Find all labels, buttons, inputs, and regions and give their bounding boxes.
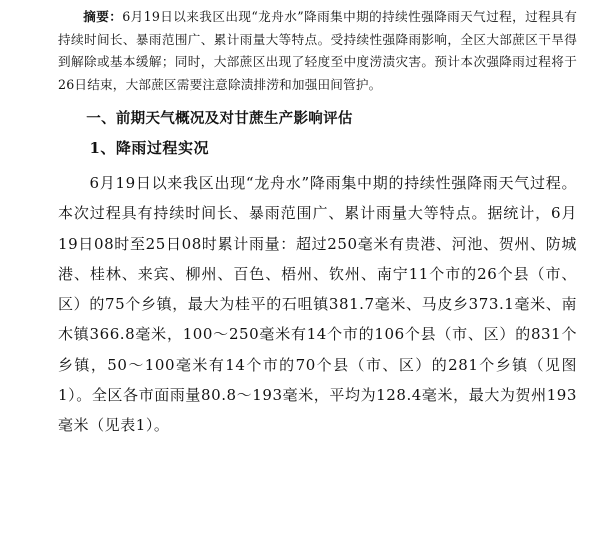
abstract-paragraph [58, 6, 577, 96]
body-paragraph: 6月19日以来我区出现“龙舟水”降雨集中期的持续性强降雨天气过程。本次过程具有持续时间长、暴雨范围广、累计雨量大等特点。据统计，6月19日08时至25日08时累计雨量：超过250毫米有贵港、河池、贺州、防城港、桂林、来宾、柳州、百色、梧州、钦州、南宁11个市的26个县（市、区）的75个乡镇，最大为桂平的石咀镇381.7毫米、马皮乡373.1毫米、南木镇366.8毫米，100～250毫米有14个市的106个县（市、区）的831个乡镇，50～100毫米有14个市的70个县（市、区）的281个乡镇（见图1）。全区各市面雨量80.8～193毫米，平均为128.4毫米，最大为贺州193毫米（见表1）。 [58, 174, 577, 435]
section-heading: 一、前期天气概况及对甘蔗生产影响评估 [86, 111, 353, 127]
abstract-text: 6月19日以来我区出现“龙舟水”降雨集中期的持续性强降雨天气过程，过程具有持续时间长、暴雨范围广、累计雨量大等特点。受持续性强降雨影响，全区大部蔗区干旱得到解除或基本缓解；同时，大部蔗区出现了轻度至中度涝渍灾害。预计本次强降雨过程将于26日结束，大部蔗区需要注意除渍排涝和加强田间管护。 [58, 9, 577, 92]
subsection-heading: 1、降雨过程实况 [89, 139, 209, 157]
abstract-label: 摘要： [83, 9, 123, 24]
